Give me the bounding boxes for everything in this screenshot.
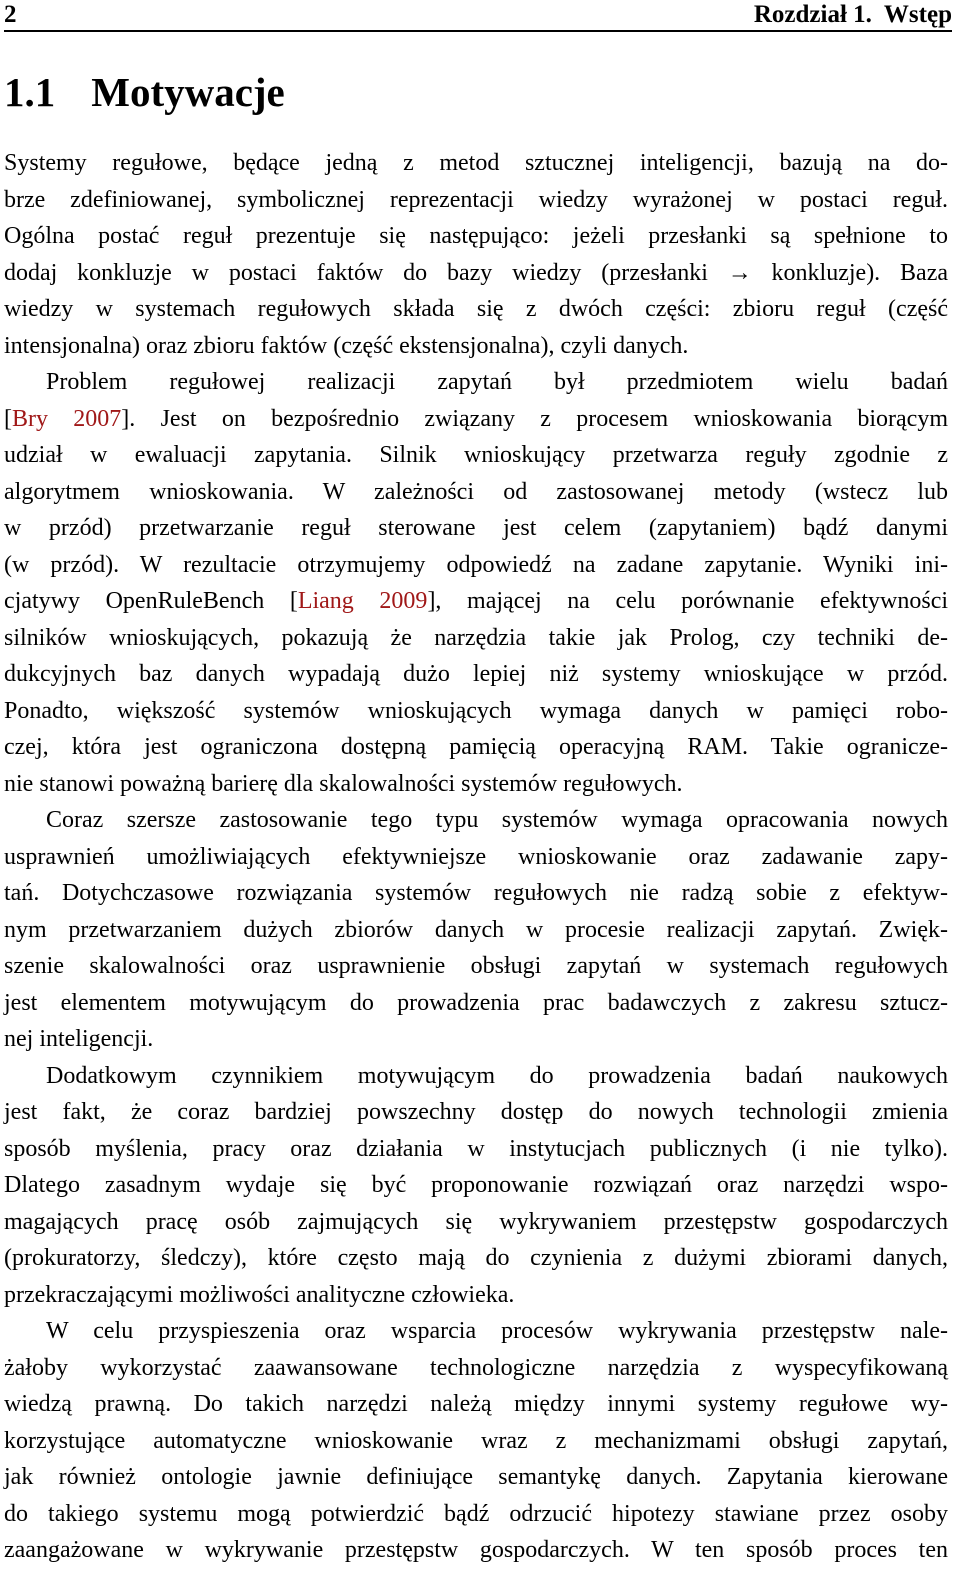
text-line: szenie skalowalności oraz usprawnienie obsługi zapytań w systemach regułowych xyxy=(4,953,948,979)
text-line: Ogólna postać reguł prezentuje się następująco: jeżeli przesłanki są spełnione to xyxy=(4,223,948,249)
text-line: dukcyjnych baz danych wypadają dużo lepiej niż systemy wnioskujące w przód. xyxy=(4,661,948,687)
text-line: usprawnień umożliwiających efektywniejsze wnioskowanie oraz zadawanie zapy- xyxy=(4,843,948,870)
text-line: nie stanowi poważną barierę dla skalowalności systemów regułowych. xyxy=(4,770,683,797)
text-line: Coraz szersze zastosowanie tego typu systemów wymaga opracowania nowych xyxy=(46,807,948,833)
text-line: przekraczającymi możliwości analityczne człowieka. xyxy=(4,1281,515,1308)
text-line: zaangażowane w wykrywanie przestępstw gospodarczych. W ten sposób proces ten xyxy=(4,1537,948,1563)
paragraph-5 xyxy=(4,1313,948,1569)
text-line: Problem regułowej realizacji zapytań był przedmiotem wielu badań xyxy=(46,369,948,395)
paragraph-4 xyxy=(4,1058,948,1314)
text-line: Dlatego zasadnym wydaje się być proponowanie rozwiązań oraz narzędzi wspo- xyxy=(4,1172,948,1198)
text-line: tań. Dotychczasowe rozwiązania systemów regułowych nie radzą sobie z efektyw- xyxy=(4,880,948,906)
text-line: (prokuratorzy, śledczy), które często mają do czynienia z dużymi zbiorami danych, xyxy=(4,1245,948,1271)
text-line: jak również ontologie jawnie definiujące semantykę danych. Zapytania kierowane xyxy=(4,1464,948,1490)
body-text xyxy=(4,145,948,1569)
text-line: brze zdefiniowanej, symbolicznej reprezentacji wiedzy wyrażonej w postaci reguł. xyxy=(4,186,948,213)
citation-link-bry-2007[interactable]: Bry 2007 xyxy=(12,405,122,432)
text-line: udział w ewaluacji zapytania. Silnik wnioskujący przetwarza reguły zgodnie z xyxy=(4,442,948,468)
bracket: [ xyxy=(4,405,12,432)
text-line: silników wnioskujących, pokazują że narzędzia takie jak Prolog, czy techniki de- xyxy=(4,624,948,651)
text-line: korzystujące automatyczne wnioskowanie wraz z mechanizmami obsługi zapytań, xyxy=(4,1427,948,1454)
text-line: żałoby wykorzystać zaawansowane technologiczne narzędzia z wyspecyfikowaną xyxy=(4,1354,948,1381)
text-line: magających pracę osób zajmujących się wykrywaniem przestępstw gospodarczych xyxy=(4,1208,948,1235)
paragraph-2 xyxy=(4,364,948,802)
running-header xyxy=(4,0,952,32)
section-title: Motywacje xyxy=(91,69,285,115)
text-line: jest elementem motywującym do prowadzenia prac badawczych z zakresu sztucz- xyxy=(4,989,948,1016)
text-line: do takiego systemu mogą potwierdzić bądź odrzucić hipotezy stawiane przez osoby xyxy=(4,1500,948,1527)
text-line: wiedzą prawną. Do takich narzędzi należą między innymi systemy regułowe wy- xyxy=(4,1391,948,1417)
text-line: wiedzy w systemach regułowych składa się z dwóch części: zbioru reguł (część xyxy=(4,296,948,322)
text-line: w przód) przetwarzanie reguł sterowane jest celem (zapytaniem) bądź danymi xyxy=(4,515,948,541)
text-fragment: ]. Jest on bezpośrednio związany z procesem wnioskowania biorącym xyxy=(121,405,949,432)
text-line: dodaj konkluzje w postaci faktów do bazy wiedzy (przesłanki → konkluzje). Baza xyxy=(4,259,948,286)
text-line: nej inteligencji. xyxy=(4,1026,154,1052)
text-line: jest fakt, że coraz bardziej powszechny dostęp do nowych technologii zmienia xyxy=(4,1099,948,1125)
text-line-with-citation xyxy=(4,401,948,438)
text-line: W celu przyspieszenia oraz wsparcia procesów wykrywania przestępstw nale- xyxy=(46,1318,948,1344)
text-line: Dodatkowym czynnikiem motywującym do prowadzenia badań naukowych xyxy=(46,1062,948,1089)
paragraph-3 xyxy=(4,802,948,1058)
text-line: czej, która jest ograniczona dostępną pamięcią operacyjną RAM. Takie ogranicze- xyxy=(4,734,948,760)
text-line: Ponadto, większość systemów wnioskujących wymaga danych w pamięci robo- xyxy=(4,697,948,724)
text-line: (w przód). W rezultacie otrzymujemy odpowiedź na zadane zapytanie. Wyniki ini- xyxy=(4,551,948,578)
text-line: algorytmem wnioskowania. W zależności od zastosowanej metody (wstecz lub xyxy=(4,478,948,505)
text-line: intensjonalna) oraz zbioru faktów (część ekstensjonalna), czyli danych. xyxy=(4,332,689,359)
text-fragment: cjatywy OpenRuleBench [ xyxy=(4,588,298,614)
text-line-with-citation xyxy=(4,583,948,620)
text-line: nym przetwarzaniem dużych zbiorów danych w procesie realizacji zapytań. Zwięk- xyxy=(4,916,948,943)
running-title: Rozdział 1. Wstęp xyxy=(753,1,952,28)
text-line: Systemy regułowe, będące jedną z metod sztucznej inteligencji, bazują na do- xyxy=(4,150,948,176)
text-fragment: ], mającej na celu porównanie efektywności xyxy=(427,588,949,614)
citation-link-liang-2009[interactable]: Liang 2009 xyxy=(297,588,428,614)
paragraph-1 xyxy=(4,145,948,364)
page-number: 2 xyxy=(4,1,17,28)
section-heading xyxy=(4,66,285,118)
section-number: 1.1 xyxy=(4,69,56,115)
text-line: sposób myślenia, pracy oraz działania w instytucjach publicznych (i nie tylko). xyxy=(4,1135,948,1162)
